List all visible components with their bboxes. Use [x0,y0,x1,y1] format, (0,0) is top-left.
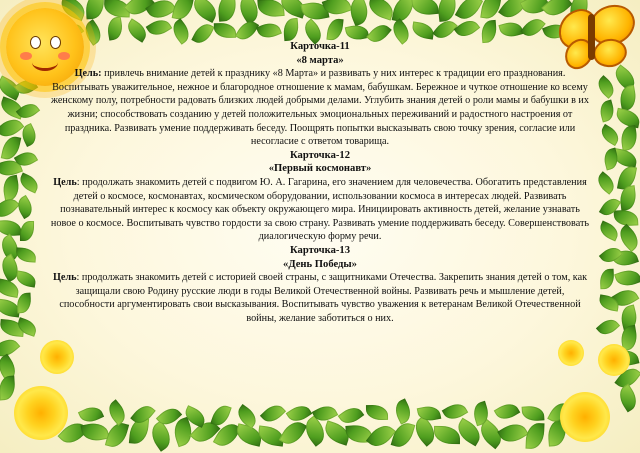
leaf-icon [256,19,282,41]
flower-icon [598,344,630,376]
card-goal [48,271,592,325]
leaf-icon [283,17,300,40]
leaf-icon [598,124,622,146]
card-number: Карточка-12 [289,149,350,161]
goal-text: привлечь внимание детей к празднику «8 Марта» и развивать у них интерес к традиции его празднования. Воспитывать уважительное, нежное и благородное отношение к мамам, бабушкам. Бережное и чуткое отношение ко всему женскому полу, потребности радовать близких людей добрыми делами. Углубить знания детей о роли мамы и бабушки в их жизни; способствовать созданию у детей положительных эмоциональных переживаний и радостного настроения от праздника. Развивать умение поддерживать беседу. Поощрять попытки высказывать свою точку зрения, согласие или несогласие с ответом товарища. [51,68,589,148]
leaf-icon [594,75,618,99]
leaf-icon [615,384,640,413]
leaf-icon [366,420,396,452]
leaf-icon [596,315,620,339]
flower-icon [40,340,74,374]
cards-content [48,40,592,325]
leaf-icon [454,16,481,41]
flower-icon [560,392,610,442]
leaf-icon [497,419,529,448]
leaf-icon [189,0,220,23]
leaf-icon [391,398,414,424]
card-11 [48,40,592,149]
leaf-icon [411,22,435,40]
leaf-icon [1,175,21,201]
card-number: Карточка-11 [290,41,350,52]
leaf-icon [16,247,37,262]
card-number: Карточка-13 [289,244,350,256]
leaf-icon [326,17,343,40]
card-12 [48,149,592,244]
leaf-icon [525,423,544,450]
leaf-icon [498,19,523,39]
leaf-icon [614,266,640,289]
leaf-icon [598,100,617,123]
card-13 [48,244,592,326]
leaf-icon [104,399,130,425]
leaf-icon [260,401,286,427]
card-goal [48,67,592,149]
leaf-icon [146,420,176,452]
goal-text: : продолжать знакомить детей с подвигом Ю. А. Гагарина, его значением для человечества. Обогатить представления детей о космосе, космонавтах, космическом оборудовании, использовании космоса в интересах людей. Развивать познавательный интерес к космосу как объекту окружающего мира. Инициировать активность детей, желание узнавать новое о космосе. Воспитывать чувство гордости за свою страну. Развивать умение поддерживать беседу. Совершенствовать диалогическую форму речи. [50,176,590,243]
leaf-icon [0,376,16,401]
leaf-icon [124,18,151,42]
leaf-icon [0,278,20,298]
flower-icon [558,340,584,366]
card-goal [48,176,592,244]
leaf-icon [618,85,638,111]
goal-label: Цель [53,176,77,188]
leaf-icon [17,293,32,314]
goal-label: Цель [52,272,77,284]
leaf-icon [217,0,237,22]
leaf-icon [411,0,439,16]
flower-icon [14,386,68,440]
leaf-icon [20,221,34,241]
leaf-icon [86,0,105,19]
leaf-icon [594,171,618,195]
leaf-icon [106,16,124,40]
card-title: «8 марта» [296,54,344,66]
leaf-icon [366,405,388,420]
goal-text: : продолжать знакомить детей с историей своей страны, с защитниками Отечества. Закрепить знания детей о том, как защищали свою Родину русские люди в годы Великой Отечественной войны. Развивать речь и мышление детей, способности аргументировать свои высказывания. Воспитывать чувство уважения к ветеранам Великой Отечественной войны, желание заботиться о них. [59,272,588,324]
card-title: «Первый космонавт» [268,163,372,175]
goal-label: Цель: [74,68,102,80]
leaf-icon [15,270,37,287]
leaf-icon [17,172,41,193]
card-title: «День Победы» [283,258,357,270]
leaf-icon [620,125,639,151]
leaf-icon [600,269,615,290]
leaf-icon [434,426,460,444]
leaf-icon [214,22,236,38]
leaf-icon [494,400,521,424]
leaf-icon [146,16,173,40]
leaf-icon [437,0,458,22]
leaf-icon [614,108,640,128]
leaf-icon [522,405,545,421]
leaf-icon [391,420,416,450]
leaf-icon [0,194,20,222]
leaf-icon [78,403,104,426]
leaf-icon [597,221,621,242]
leaf-icon [172,0,195,21]
